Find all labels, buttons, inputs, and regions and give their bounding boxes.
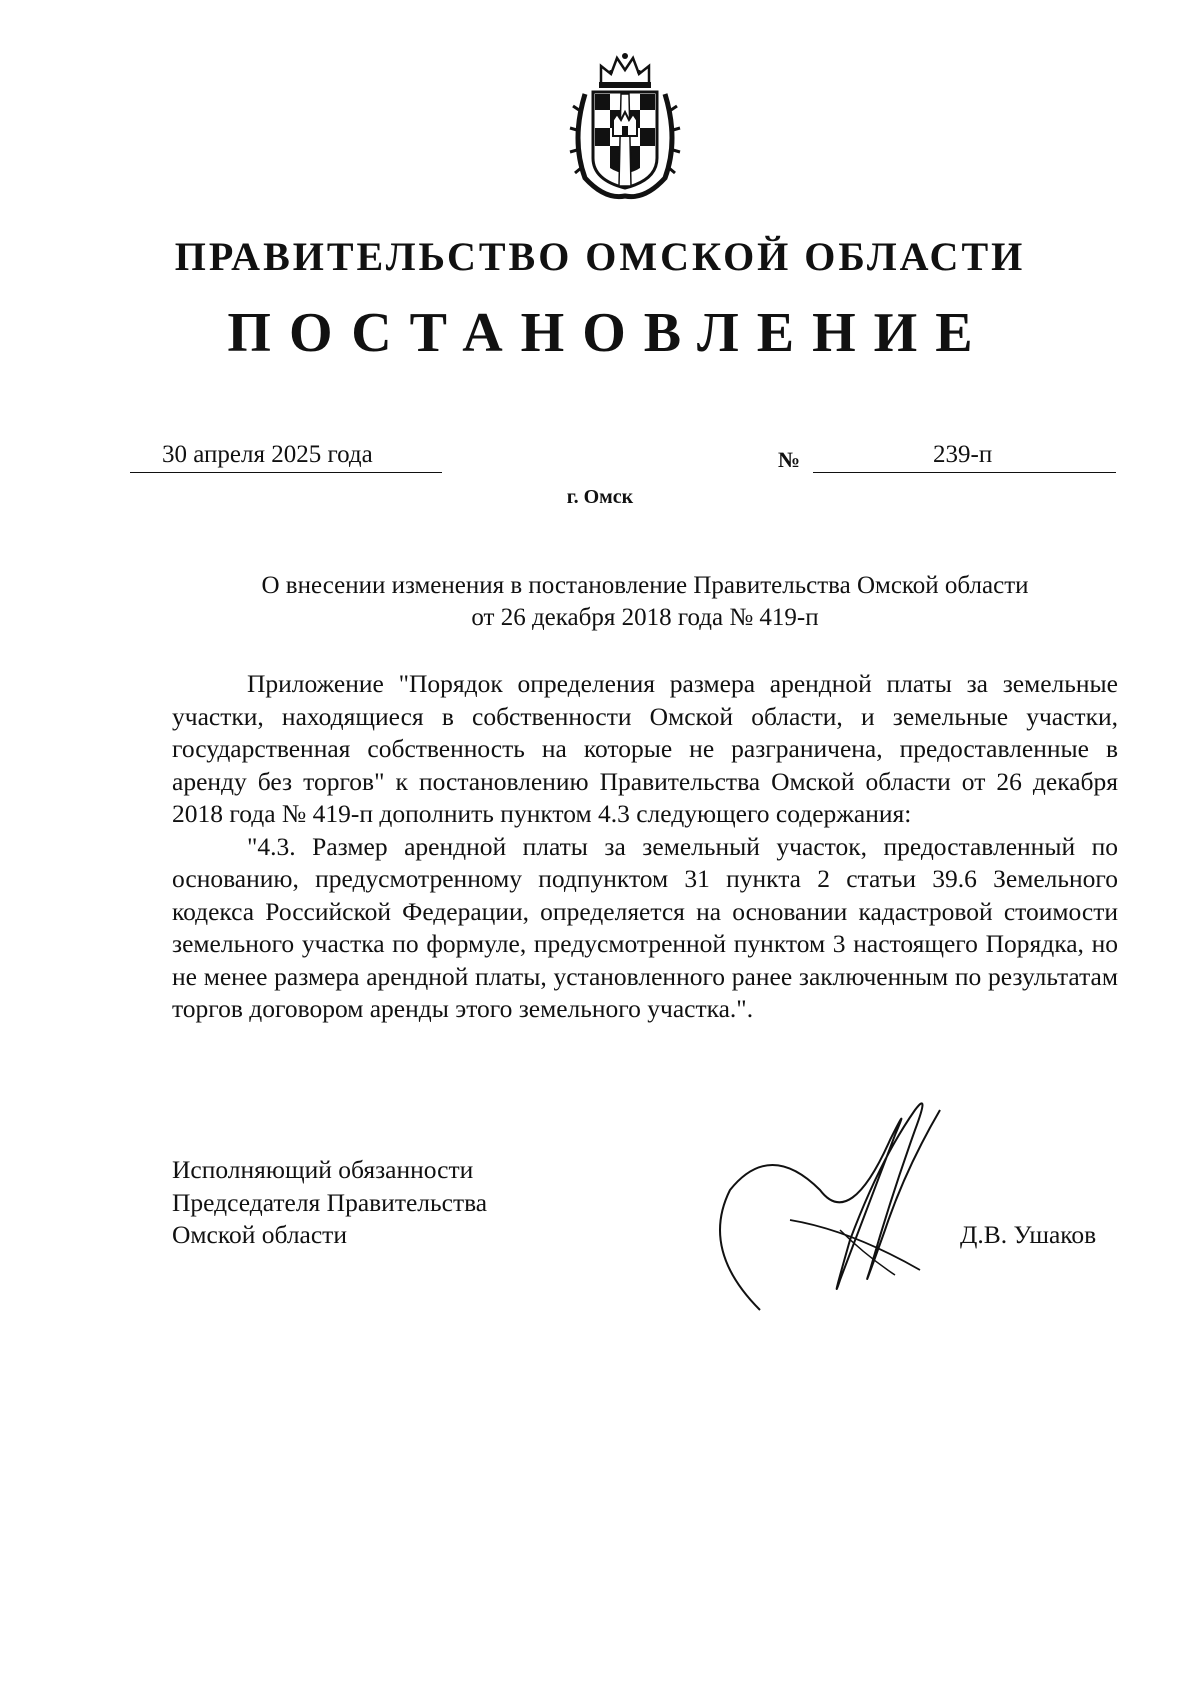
document-date: 30 апреля 2025 года — [162, 441, 373, 468]
position-line-1: Исполняющий обязанности — [172, 1155, 474, 1184]
document-subject — [170, 570, 1120, 634]
handwritten-signature — [690, 1080, 970, 1360]
organization-title: ПРАВИТЕЛЬСТВО ОМСКОЙ ОБЛАСТИ — [174, 234, 1026, 279]
date-field — [130, 440, 442, 473]
subject-line-1: О внесении изменения в постановление Правительства Омской области — [261, 572, 1029, 599]
document-number: 239-п — [933, 441, 993, 468]
city-label: г. Омск — [566, 486, 634, 508]
number-label: № — [778, 447, 801, 472]
position-line-3: Омской области — [172, 1220, 347, 1249]
document-type-title: ПОСТАНОВЛЕНИЕ — [227, 302, 991, 364]
omsk-coat-of-arms-icon — [565, 50, 685, 200]
subject-line-2: от 26 декабря 2018 года № 419-п — [471, 604, 819, 631]
body-paragraph-1: Приложение "Порядок определения размера арендной платы за земельные участки, находящиеся в собственности Омской области, и земельные участки, государственная собственность на которые не разграничена, предоставленные в аренду без торгов" к постановлению Правительства Омской области от 26 декабря 2018 года № 419-п дополнить пунктом 4.3 следующего содержания: — [172, 669, 1118, 828]
document-body — [172, 668, 1118, 1026]
body-paragraph-2: "4.3. Размер арендной платы за земельный участок, предоставленный по основанию, предусмотренному подпунктом 31 пункта 2 статьи 39.6 Земельного кодекса Российской Федерации, определяется на основании кадастровой стоимости земельного участка по формуле, предусмотренной пунктом 3 настоящего Порядка, но не менее размера арендной платы, установленного ранее заключенным по результатам торгов договором аренды этого земельного участка.". — [172, 831, 1118, 1023]
position-line-2: Председателя Правительства — [172, 1187, 488, 1217]
number-field — [813, 440, 1116, 473]
signatory-position — [172, 1154, 487, 1252]
signatory-name: Д.В. Ушаков — [960, 1220, 1097, 1249]
